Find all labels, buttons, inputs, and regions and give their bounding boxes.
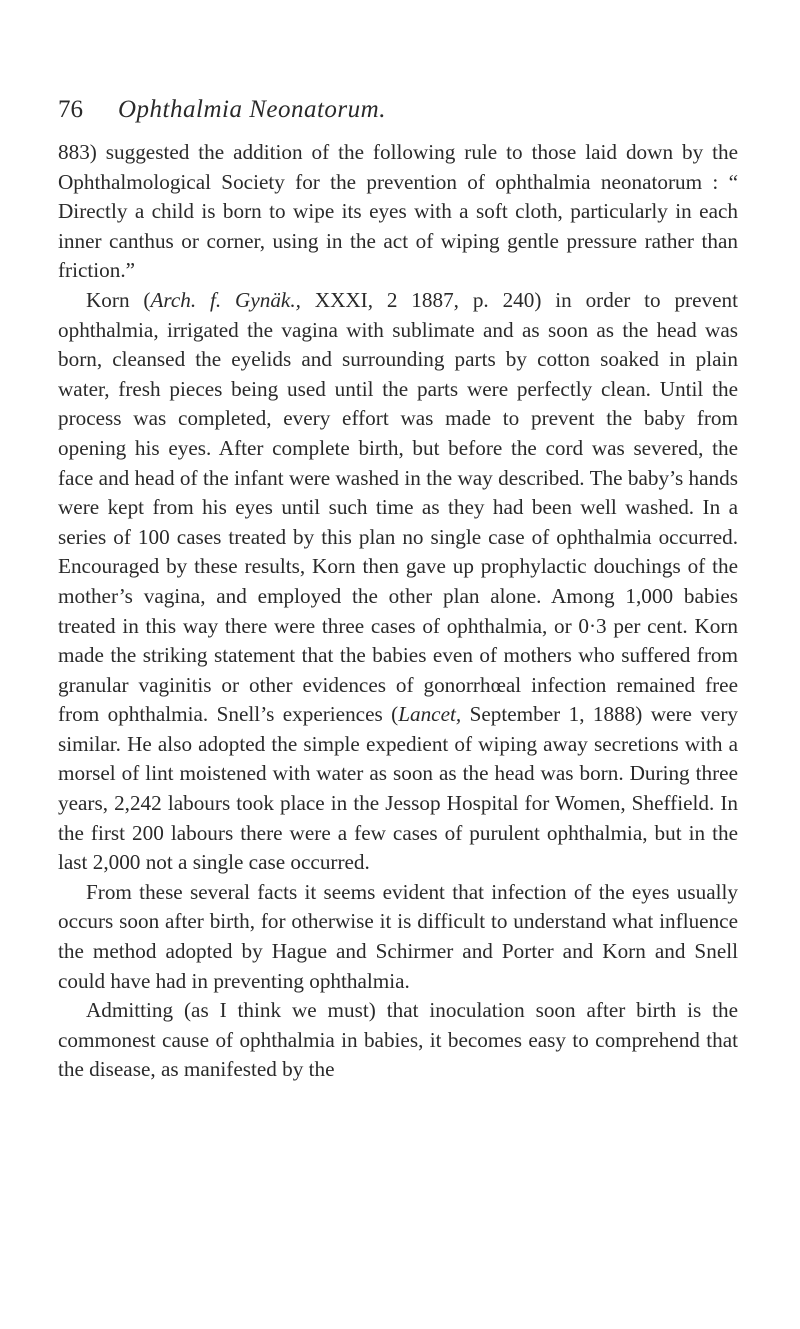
paragraph-text: September 1, 1888) were very similar. He also adopted the simple expedient of wiping away secretions with a morsel of lint moistened with water as soon as the head was born. During three years, 2,242 labours took place in the Jessop Hospital for Women, Sheffield. In the first 200 labours there were a few cases of purulent ophthalmia, but in the last 2,000 not a single case occurred. [58,702,738,875]
paragraph-admitting [58,996,738,1085]
citation-lancet: Lancet, [398,702,462,727]
paragraph-text: XXXI, 2 1887, p. 240) in order to prevent ophthalmia, irrigated the vagina with sublimate and as soon as the head was born, cleansed the eyelids and surrounding parts by cotton soaked in plain water, fresh pieces being used until the parts were perfectly clean. Until the process was completed, every effort was made to prevent the baby from opening his eyes. After complete birth, but before the cord was severed, the face and head of the infant were washed in the way described. The baby’s hands were kept from his eyes until such time as they had been well washed. In a series of 100 cases treated by this plan no single case of ophthalmia occurred. Encouraged by these results, Korn then gave up prophylactic douchings of the mother’s vagina, and employed the other plan alone. Among 1,000 babies treated in this way there were three cases of ophthalmia, or 0·3 per cent. Korn made the striking statement that the babies even of mothers who suffered from granular vaginitis or other evidences of gonorrhœal infection remained free from ophthalmia. Snell’s experiences ( [58,287,738,727]
paragraph-continuation [58,138,738,286]
paragraph-conclusion [58,878,738,996]
paragraph-text: 883) suggested the addition of the following rule to those laid down by the Ophthalmological Society for the prevention of ophthalmia neonatorum : “ Directly a child is born to wipe its eyes with a soft cloth, particularly in each inner canthus or corner, using in the act of wiping gentle pressure rather than friction.” [58,140,738,283]
paragraph-lead: Korn ( [86,287,151,312]
body-text [58,138,738,1085]
paragraph-korn [58,286,738,878]
running-head [58,90,738,130]
paragraph-text: Admitting (as I think we must) that inoculation soon after birth is the commonest cause of ophthalmia in babies, it becomes easy to comprehend that the disease, as manifested by the [58,998,738,1082]
page-number: 76 [58,96,83,123]
paragraph-text: From these several facts it seems evident that infection of the eyes usually occurs soon after birth, for otherwise it is difficult to understand what influence the method adopted by Hague and Schirmer and Porter and Korn and Snell could have had in preventing ophthalmia. [58,879,738,993]
running-title: Ophthalmia Neonatorum. [118,96,386,123]
book-page [58,90,738,1085]
citation-arch-gynak: Arch. f. Gynäk., [150,287,301,312]
